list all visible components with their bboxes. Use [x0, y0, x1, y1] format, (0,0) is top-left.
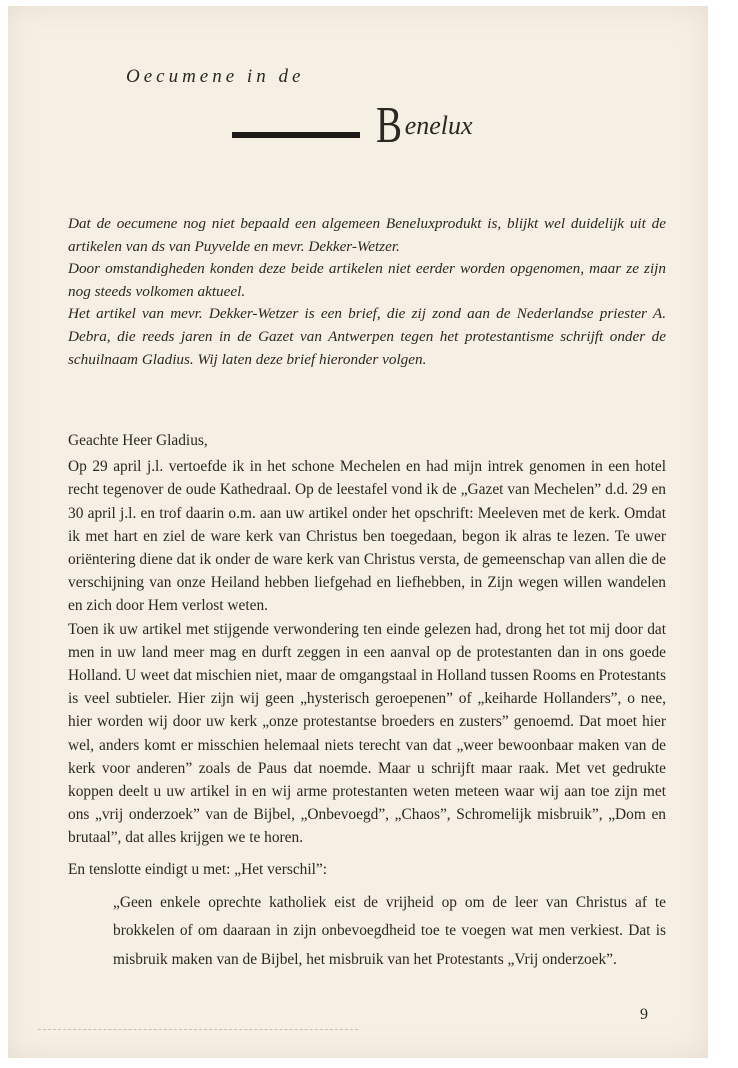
letter-paragraph-3: En tenslotte eindigt u met: „Het verschil”:: [68, 860, 328, 878]
letter-paragraph-2: Toen ik uw artikel met stijgende verwondering ten einde gelezen had, drong het tot mij door dat men in uw land meer mag en durft zeggen in een aanval op de protestanten dan in ons goede Holland. U weet dat mischien niet, maar de omgangstaal in Holland tussen Rooms en Protestants is veel subtieler. Hier zijn wij geen „hysterisch geroepenen” of „keiharde Hollanders”, o nee, hier worden wij door uw kerk „onze protestantse broeders en zusters” genoemd. Dat moet hier wel, anders komt er misschien helemaal niets terecht van dat „weer bewoonbaar maken van de kerk voor anderen” zoals de Paus dat noemde. Maar u schrijft maar raak. Met vet gedrukte koppen deelt u uw artikel in en wij arme protestanten weten meteen waar wij aan toe zijn met ons „vrij onderzoek” van de Bijbel, „Onbevoegd”, „Chaos”, Schromelijk misbruik”, „Dom en brutaal”, dat alles krijgen we te horen.: [68, 620, 666, 847]
header-title-line1: Oecumene in de: [126, 66, 305, 87]
book-page: [8, 6, 708, 1058]
header-title-rest: enelux: [404, 111, 473, 140]
letter-quote: „Geen enkele oprechte katholiek eist de vrijheid op om de leer van Christus af te brokkelen of om daaraan in zijn onbevoegdheid toe te voegen wat men verkiest. Dat is misbruik maken van de Bijbel, het misbruik van het Protestants „Vrij onderzoek”.: [113, 893, 666, 968]
letter-body: [68, 429, 666, 974]
intro-text: [68, 213, 666, 371]
header-initial-letter: B: [376, 97, 403, 154]
intro-paragraph-1: Dat de oecumene nog niet bepaald een algemeen Beneluxprodukt is, blijkt wel duidelijk uit de artikelen van ds van Puyvelde en mevr. Dekker-Wetzer.: [68, 215, 666, 255]
letter-paragraph-1: Op 29 april j.l. vertoefde ik in het schone Mechelen en had mijn intrek genomen in een hotel recht tegenover de oude Kathedraal. Op de leestafel vond ik de „Gazet van Mechelen” d.d. 29 en 30 april j.l. en trof daarin o.m. aan uw artikel onder het opschrift: Meeleven met de kerk. Omdat ik met hart en ziel de ware kerk van Christus ben toegedaan, begon ik alras te lezen. Te uwer oriëntering diene dat ik onder de ware kerk van Christus versta, de gemeenschap van allen die de verschijning van onze Heiland hebben liefgehad en liefhebben, in Zijn wegen willen wandelen en zich door Hem verlost weten.: [68, 458, 666, 615]
intro-paragraph-2: Door omstandigheden konden deze beide artikelen niet eerder worden opgenomen, maar ze zijn nog steeds volkomen aktueel.: [68, 260, 666, 300]
letter-salutation: Geachte Heer Gladius,: [68, 432, 208, 449]
footer-rule: [38, 1029, 358, 1030]
header-decorative-bar: [232, 132, 360, 138]
page-number: 9: [640, 1006, 648, 1023]
intro-paragraph-3: Het artikel van mevr. Dekker-Wetzer is een brief, die zij zond aan de Nederlandse priester A. Debra, die reeds jaren in de Gazet van Antwerpen tegen het protestantisme schrijft onder de schuilnaam Gladius. Wij laten deze brief hieronder volgen.: [68, 305, 666, 368]
header-title-line2: [376, 97, 473, 154]
